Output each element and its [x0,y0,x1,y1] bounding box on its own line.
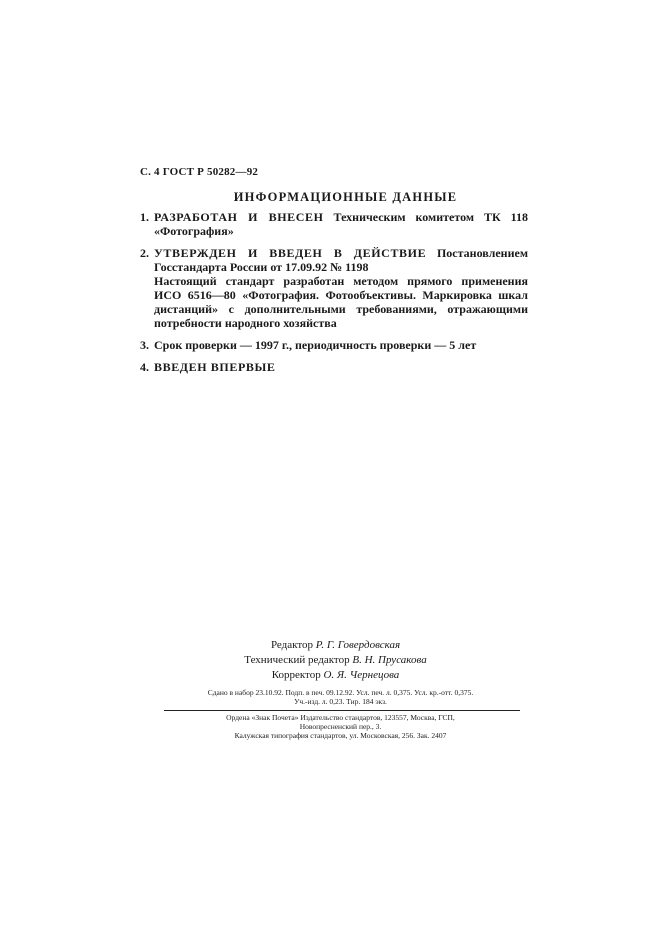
imprint-line: Сдано в набор 23.10.92. Подп. в печ. 09.12.92. Усл. печ. л. 0,375. Усл. кр.-отт. 0,375. [207,688,474,697]
imprint-line: Уч.-изд. л. 0,23. Тир. 184 экз. [294,697,387,706]
item-number: 4. [140,360,149,374]
item-number: 1. [140,210,149,224]
item-lead: УТВЕРЖДЕН И ВВЕДЕН В ДЕЙСТВИЕ [154,246,427,260]
item-lead: РАЗРАБОТАН И ВНЕСЕН [154,210,324,224]
item-text: Техническим комитетом ТК 118 «Фотография» [154,210,528,238]
list-item [140,360,528,374]
page-header: С. 4 ГОСТ Р 50282—92 [140,166,259,178]
item-lead: ВВЕДЕН ВПЕРВЫЕ [154,360,276,374]
corrector-label: Корректор [271,669,321,681]
editor-name: Р. Г. Говердовская [315,639,401,651]
item-number: 3. [140,338,149,352]
publisher-info [0,713,661,740]
info-list [140,210,528,382]
credits-block [0,638,661,683]
publisher-line: Калужская типография стандартов, ул. Московская, 256. Зак. 2407 [234,731,447,740]
tech-editor-row [10,653,661,668]
item-body [154,210,528,238]
item-number: 2. [140,246,149,260]
list-item [140,246,528,330]
list-item [140,338,528,352]
divider [164,710,520,711]
section-title: ИНФОРМАЦИОННЫЕ ДАННЫЕ [233,190,458,204]
editor-label: Редактор [270,639,313,651]
tech-editor-label: Технический редактор [244,654,350,666]
corrector-name: О. Я. Чернецова [323,669,400,681]
item-note: Настоящий стандарт разработан методом прямого применения ИСО 6516—80 «Фотография. Фотообъективы. Маркировка шкал дистанций» с дополнительными требованиями, отражающими потребности народного хозяйства [154,274,528,330]
corrector-row [10,668,661,683]
tech-editor-name: В. Н. Прусакова [352,654,427,666]
item-text: Постановлением Госстандарта России от 17.09.92 № 1198 [154,246,528,274]
publisher-line: Ордена «Знак Почета» Издательство стандартов, 123557, Москва, ГСП, [226,713,455,722]
item-body [154,360,528,374]
item-body [154,338,528,352]
print-imprint [0,688,661,706]
editor-row [10,638,661,653]
item-body [154,246,528,330]
item-text: Срок проверки — 1997 г., периодичность проверки — 5 лет [154,338,477,352]
publisher-line: Новопресненский пер., 3. [299,722,382,731]
list-item [140,210,528,238]
